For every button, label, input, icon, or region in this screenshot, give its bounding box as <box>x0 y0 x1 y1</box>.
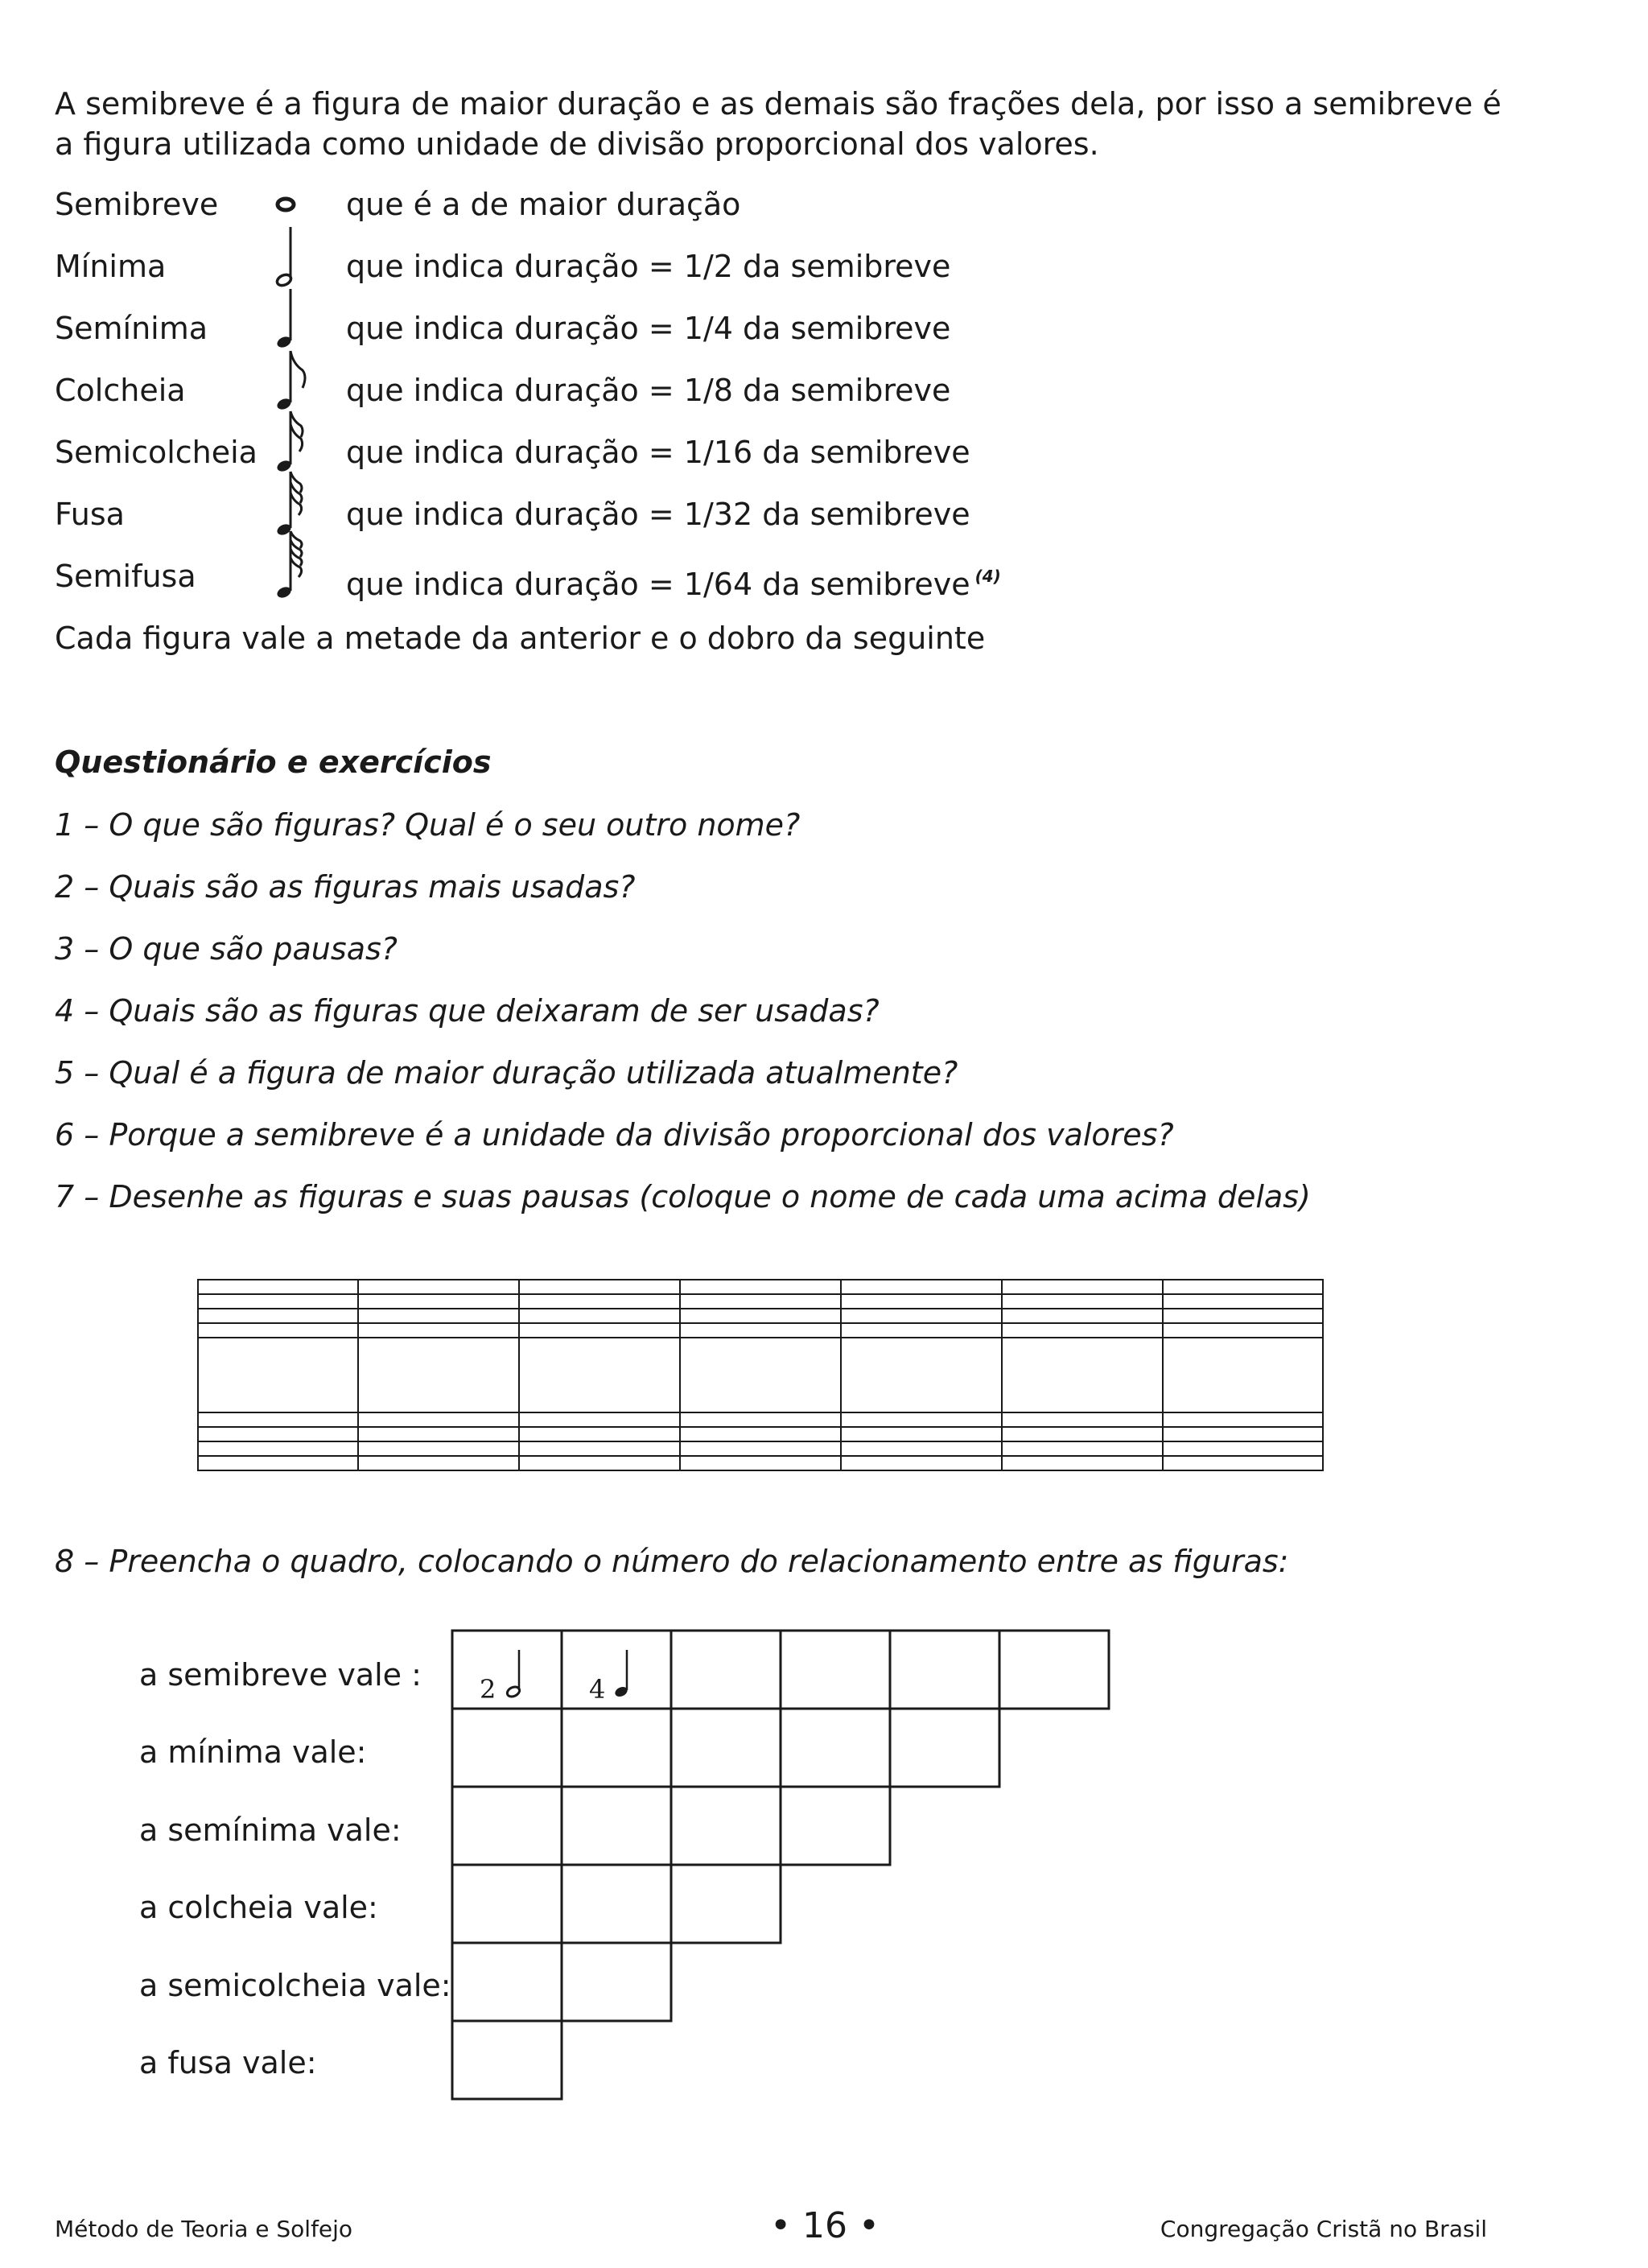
relation-example-number-2: 4 <box>589 1674 606 1705</box>
relation-cell[interactable] <box>452 1709 562 1787</box>
summary-text: Cada figura vale a metade da anterior e o dobro da seguinte <box>55 621 986 656</box>
relation-grid <box>451 1629 1115 2104</box>
relation-label-colcheia: a colcheia vale: <box>139 1890 378 1925</box>
relation-label-fusa: a fusa vale: <box>139 2045 317 2080</box>
relation-cell[interactable] <box>999 1631 1109 1709</box>
relation-cell[interactable] <box>452 1787 562 1865</box>
relation-cell[interactable] <box>452 1631 562 1709</box>
quarter-note-icon <box>613 1650 628 1698</box>
figure-desc-seminima: que indica duração = 1/4 da semibreve <box>346 311 951 346</box>
footnote-marker: (4) <box>974 567 1001 586</box>
question-4: 4 – Quais são as figuras que deixaram de ser usadas? <box>55 993 880 1029</box>
figure-name-fusa: Fusa <box>55 497 125 532</box>
figure-name-seminima: Semínima <box>55 311 208 346</box>
page-number: • 16 • <box>770 2205 880 2246</box>
relation-cell[interactable] <box>671 1709 781 1787</box>
relation-cell[interactable] <box>562 1943 671 2021</box>
figure-desc-colcheia: que indica duração = 1/8 da semibreve <box>346 373 951 408</box>
question-5: 5 – Qual é a figura de maior duração utilizada atualmente? <box>55 1055 958 1091</box>
intro-paragraph: A semibreve é a figura de maior duração e as demais são frações dela, por isso a semibreve é a figura utilizada como unidade de divisão proporcional dos valores. <box>55 86 1502 162</box>
relation-label-semicolcheia: a semicolcheia vale: <box>139 1968 451 2003</box>
question-6: 6 – Porque a semibreve é a unidade da divisão proporcional dos valores? <box>55 1117 1174 1153</box>
figure-desc-semifusa: que indica duração = 1/64 da semibreve $^{(4)}$ <box>346 567 1001 602</box>
sixty-fourth-note-icon <box>241 530 330 602</box>
relation-label-semibreve: a semibreve vale : <box>139 1657 422 1693</box>
relation-label-seminima: a semínima vale: <box>139 1812 402 1848</box>
figure-name-minima: Mínima <box>55 249 167 284</box>
relation-example-number-1: 2 <box>480 1674 496 1705</box>
relation-cell[interactable] <box>671 1787 781 1865</box>
relation-cell[interactable] <box>562 1631 671 1709</box>
relation-cell[interactable] <box>781 1709 890 1787</box>
relation-cell[interactable] <box>562 1787 671 1865</box>
figure-desc-minima: que indica duração = 1/2 da semibreve <box>346 249 951 284</box>
relation-cell[interactable] <box>452 1943 562 2021</box>
half-note-icon <box>505 1650 521 1698</box>
question-8: 8 – Preencha o quadro, colocando o número do relacionamento entre as figuras: <box>55 1544 1289 1579</box>
relation-cell[interactable] <box>452 1865 562 1943</box>
relation-cell[interactable] <box>671 1865 781 1943</box>
figure-name-semifusa: Semifusa <box>55 559 196 594</box>
relation-cell[interactable] <box>781 1787 890 1865</box>
relation-cell[interactable] <box>562 1865 671 1943</box>
relation-cell[interactable] <box>890 1631 999 1709</box>
figure-desc-semibreve: que é a de maior duração <box>346 187 741 222</box>
footer-left: Método de Teoria e Solfejo <box>55 2216 353 2242</box>
footer-right: Congregação Cristã no Brasil <box>1160 2216 1487 2242</box>
relation-cell[interactable] <box>890 1709 999 1787</box>
figure-desc-fusa: que indica duração = 1/32 da semibreve <box>346 497 970 532</box>
relation-cell[interactable] <box>452 2021 562 2099</box>
question-7: 7 – Desenhe as figuras e suas pausas (coloque o nome de cada uma acima delas) <box>55 1179 1311 1214</box>
question-1: 1 – O que são figuras? Qual é o seu outro nome? <box>55 807 801 843</box>
figure-name-colcheia: Colcheia <box>55 373 186 408</box>
relation-label-minima: a mínima vale: <box>139 1734 367 1770</box>
figure-name-semibreve: Semibreve <box>55 187 219 222</box>
relation-cell[interactable] <box>781 1631 890 1709</box>
staff-drawing-grid[interactable] <box>197 1278 1324 1471</box>
question-2: 2 – Quais são as figuras mais usadas? <box>55 869 636 905</box>
section-title: Questionário e exercícios <box>55 744 492 780</box>
figure-desc-semicolcheia: que indica duração = 1/16 da semibreve <box>346 435 970 470</box>
relation-cell[interactable] <box>671 1631 781 1709</box>
question-3: 3 – O que são pausas? <box>55 931 398 967</box>
figure-name-semicolcheia: Semicolcheia <box>55 435 258 470</box>
relation-cell[interactable] <box>562 1709 671 1787</box>
